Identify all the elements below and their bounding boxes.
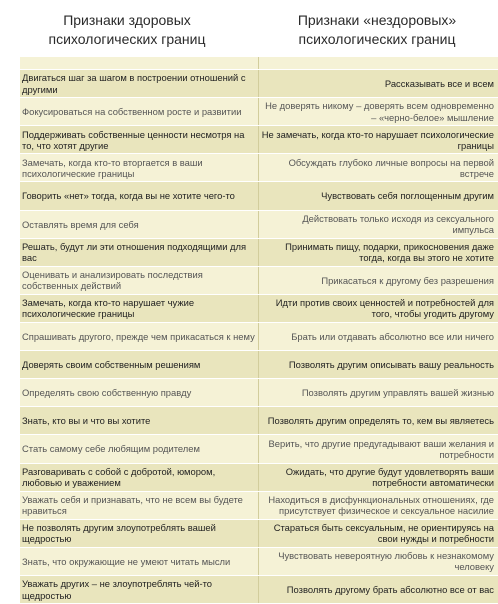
healthy-sign-text: Оставлять время для себя bbox=[22, 218, 139, 230]
table-row bbox=[20, 464, 498, 492]
healthy-sign-cell bbox=[20, 126, 259, 153]
healthy-sign-cell bbox=[20, 154, 259, 181]
unhealthy-sign-text: Позволять другим определять то, кем вы являетесь bbox=[267, 415, 494, 427]
healthy-sign-cell bbox=[20, 351, 259, 378]
unhealthy-sign-text: Идти против своих ценностей и потребностей для того, чтобы угодить другому bbox=[275, 297, 494, 320]
unhealthy-sign-text: Рассказывать все и всем bbox=[384, 77, 494, 89]
healthy-sign-text: Уважать себя и признавать, что не всем вы будете нравиться bbox=[22, 493, 243, 517]
healthy-sign-text: Решать, будут ли эти отношения подходящими для вас bbox=[22, 241, 247, 264]
healthy-sign-text: Знать, что окружающие не умеют читать мысли bbox=[22, 555, 231, 567]
table-row bbox=[20, 70, 498, 98]
table-row bbox=[20, 267, 498, 295]
unhealthy-column-title: Признаки «нездоровых» психологических границ bbox=[297, 12, 457, 47]
healthy-sign-cell bbox=[20, 464, 259, 491]
healthy-sign-cell bbox=[20, 379, 259, 406]
healthy-sign-cell bbox=[20, 576, 259, 603]
healthy-sign-cell bbox=[20, 435, 259, 462]
unhealthy-sign-cell bbox=[259, 267, 498, 294]
table-row bbox=[20, 323, 498, 351]
healthy-sign-cell bbox=[20, 520, 259, 547]
healthy-sign-cell bbox=[20, 239, 259, 266]
unhealthy-sign-cell bbox=[259, 182, 498, 209]
unhealthy-sign-cell bbox=[259, 407, 498, 434]
unhealthy-sign-text: Находиться в дисфункциональных отношениях, где присутствует физическое и сексуальное насилие bbox=[268, 493, 494, 517]
healthy-sign-cell bbox=[20, 323, 259, 350]
unhealthy-sign-cell bbox=[259, 154, 498, 181]
healthy-sign-cell bbox=[20, 295, 259, 322]
healthy-sign-cell bbox=[20, 211, 259, 238]
healthy-sign-text: Определять свою собственную правду bbox=[22, 387, 192, 399]
unhealthy-sign-text: Ожидать, что другие будут удовлетворять ваши потребности автоматически bbox=[285, 465, 494, 489]
unhealthy-sign-text: Позволять другим управлять вашей жизнью bbox=[301, 387, 494, 399]
table-row bbox=[20, 182, 498, 210]
comparison-table bbox=[20, 57, 498, 604]
table-row bbox=[20, 520, 498, 548]
healthy-sign-text: Говорить «нет» тогда, когда вы не хотите чего-то bbox=[22, 190, 235, 202]
unhealthy-sign-text: Чувствовать себя поглощенным другим bbox=[321, 190, 494, 202]
table-row bbox=[20, 126, 498, 154]
healthy-sign-text: Разговаривать с собой с добротой, юмором, любовью и уважением bbox=[22, 465, 216, 489]
unhealthy-sign-cell bbox=[259, 379, 498, 406]
unhealthy-sign-text: Верить, что другие предугадывают ваши желания и потребности bbox=[268, 437, 494, 460]
healthy-sign-cell bbox=[20, 70, 259, 97]
unhealthy-sign-cell bbox=[259, 435, 498, 462]
unhealthy-sign-text: Стараться быть сексуальным, не ориентируясь на свои нужды и потребности bbox=[273, 522, 494, 545]
unhealthy-sign-cell bbox=[259, 548, 498, 575]
unhealthy-sign-text: Не замечать, когда кто-то нарушает психологические границы bbox=[261, 128, 494, 151]
healthy-sign-text: Замечать, когда кто-то нарушает чужие психологические границы bbox=[22, 297, 195, 320]
unhealthy-sign-text: Позволять другому брать абсолютно все от вас bbox=[286, 583, 494, 595]
unhealthy-sign-cell bbox=[259, 576, 498, 603]
healthy-sign-text: Замечать, когда кто-то вторгается в ваши психологические границы bbox=[22, 156, 203, 179]
healthy-sign-text: Уважать других – не злоупотреблять чей-то щедростью bbox=[22, 578, 213, 601]
healthy-sign-text: Спрашивать другого, прежде чем прикасаться к нему bbox=[22, 330, 255, 342]
unhealthy-sign-text: Чувствовать невероятную любовь к незнакомому человеку bbox=[278, 550, 494, 573]
unhealthy-sign-cell bbox=[259, 351, 498, 378]
unhealthy-sign-cell bbox=[259, 295, 498, 322]
table-row bbox=[20, 239, 498, 267]
unhealthy-sign-cell bbox=[259, 70, 498, 97]
table-row bbox=[20, 379, 498, 407]
spacer-cell bbox=[259, 57, 498, 69]
unhealthy-sign-cell bbox=[259, 323, 498, 350]
healthy-column-title: Признаки здоровых психологических границ bbox=[48, 12, 206, 47]
unhealthy-sign-text: Обсуждать глубоко личные вопросы на первой встрече bbox=[288, 156, 494, 179]
healthy-sign-cell bbox=[20, 548, 259, 575]
healthy-sign-cell bbox=[20, 492, 259, 519]
table-row bbox=[20, 98, 498, 126]
table-row bbox=[20, 211, 498, 239]
healthy-sign-text: Доверять своим собственным решениям bbox=[22, 359, 201, 371]
healthy-sign-cell bbox=[20, 182, 259, 209]
table-row bbox=[20, 351, 498, 379]
table-header bbox=[0, 0, 498, 52]
healthy-sign-text: Фокусироваться на собственном росте и развитии bbox=[22, 106, 242, 118]
unhealthy-sign-text: Не доверять никому – доверять всем одновременно – «черно-белое» мышление bbox=[265, 100, 494, 123]
healthy-sign-text: Двигаться шаг за шагом в построении отношений с другими bbox=[22, 72, 246, 95]
unhealthy-sign-text: Прикасаться к другому без разрешения bbox=[321, 274, 494, 286]
healthy-sign-text: Знать, кто вы и что вы хотите bbox=[22, 415, 151, 427]
table-row bbox=[20, 548, 498, 576]
table-row bbox=[20, 407, 498, 435]
unhealthy-sign-cell bbox=[259, 520, 498, 547]
unhealthy-sign-cell bbox=[259, 126, 498, 153]
table-row bbox=[20, 295, 498, 323]
healthy-sign-text: Не позволять другим злоупотреблять вашей щедростью bbox=[22, 522, 216, 545]
spacer-cell bbox=[20, 57, 259, 69]
unhealthy-sign-text: Брать или отдавать абсолютно все или ничего bbox=[291, 330, 494, 342]
table-row bbox=[20, 435, 498, 463]
healthy-sign-cell bbox=[20, 98, 259, 125]
unhealthy-sign-text: Принимать пищу, подарки, прикосновения даже тогда, когда вы этого не хотите bbox=[285, 241, 494, 264]
table-row bbox=[20, 576, 498, 604]
table-spacer-row bbox=[20, 57, 498, 70]
healthy-sign-text: Стать самому себе любящим родителем bbox=[22, 443, 200, 455]
healthy-sign-cell bbox=[20, 407, 259, 434]
table-row bbox=[20, 154, 498, 182]
table-row bbox=[20, 492, 498, 520]
unhealthy-sign-cell bbox=[259, 492, 498, 519]
unhealthy-sign-text: Позволять другим описывать вашу реальность bbox=[288, 359, 494, 371]
unhealthy-sign-cell bbox=[259, 239, 498, 266]
unhealthy-sign-cell bbox=[259, 464, 498, 491]
unhealthy-sign-cell bbox=[259, 211, 498, 238]
healthy-sign-text: Поддерживать собственные ценности несмотря на то, что хотят другие bbox=[22, 128, 245, 151]
healthy-sign-text: Оценивать и анализировать последствия собственных действий bbox=[22, 269, 203, 292]
unhealthy-sign-text: Действовать только исходя из сексуального импульса bbox=[302, 212, 494, 236]
unhealthy-sign-cell bbox=[259, 98, 498, 125]
healthy-sign-cell bbox=[20, 267, 259, 294]
